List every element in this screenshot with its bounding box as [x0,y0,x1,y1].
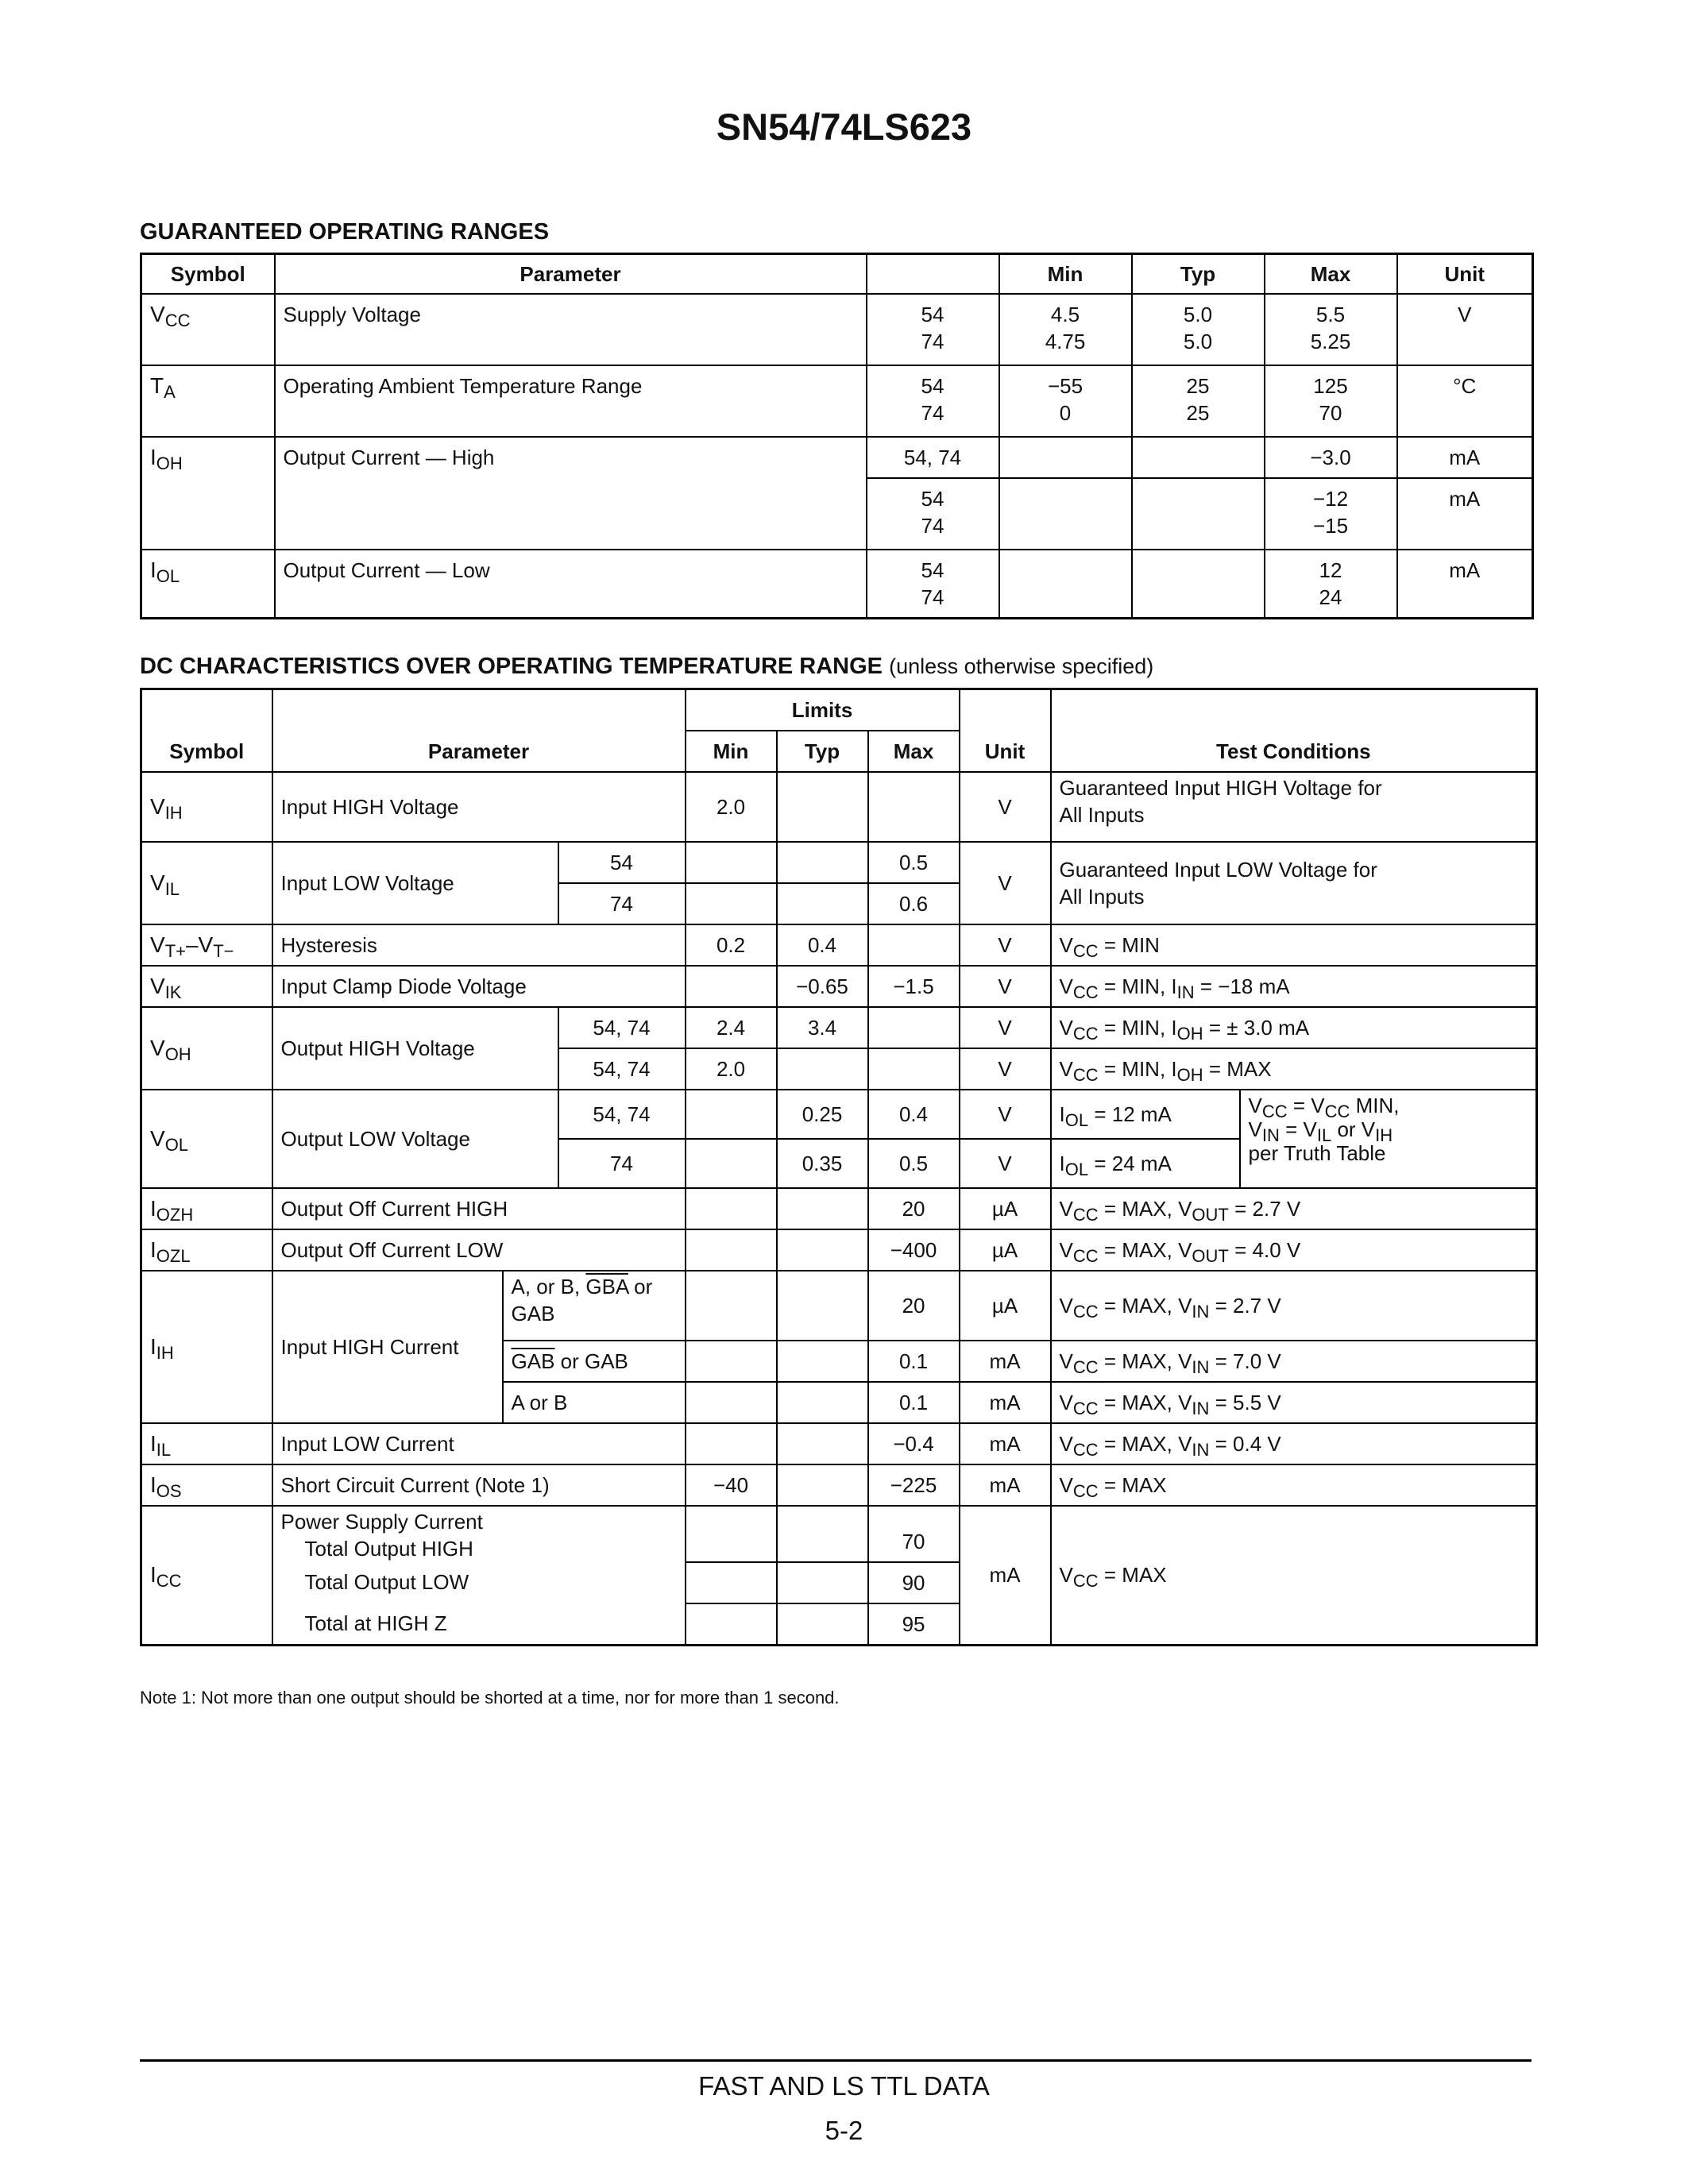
unit-cell: mA [1397,437,1533,478]
typ-cell [777,1048,868,1090]
min-cell [686,842,777,883]
min-cell: 2.4 [686,1007,777,1048]
typ-cell [777,842,868,883]
unit-cell: mA [1397,478,1533,550]
max-cell [868,772,960,842]
symbol-cell: $I_{OL}$ [141,550,275,619]
ranges-heading: GUARANTEED OPERATING RANGES [140,219,550,245]
max-cell: 20 [868,1271,960,1341]
parameter-cell: Input HIGH Voltage [272,772,686,842]
table-row [141,1464,1537,1506]
table-row [141,1188,1537,1229]
table-row [141,1007,1537,1048]
min-cell [686,883,777,924]
unit-cell: V [960,924,1051,966]
unit-cell: V [960,966,1051,1007]
conditions-cell: $V_{CC}$ = MAX [1051,1506,1537,1646]
typ-cell [777,1423,868,1464]
device-cell: 54, 74 [558,1007,686,1048]
conditions-cell: $I_{OL} = 12$ mA [1051,1090,1240,1139]
min-cell [686,1271,777,1341]
symbol-cell: $V_{IK}$ [141,966,272,1007]
max-cell: 5.5 5.25 [1265,294,1397,365]
conditions-cell: $V_{CC}$ = MAX [1051,1464,1537,1506]
conditions-cell: $V_{CC}$ = MIN, $I_{OH}$ = ± 3.0 mA [1051,1007,1537,1048]
symbol-cell: $V_{T+}-V_{T-}$ [141,924,272,966]
col-unit: Unit [960,689,1051,772]
table-row [141,842,1537,883]
col-min: Min [999,254,1132,294]
conditions-cell: $V_{CC}$ = MAX, $V_{IN} = 0.4$ V [1051,1423,1537,1464]
parameter-cell: Input LOW Voltage [272,842,558,924]
unit-cell: V [960,1090,1051,1139]
unit-cell: mA [960,1341,1051,1382]
symbol-cell: $T_A$ [141,365,275,437]
typ-cell: −0.65 [777,966,868,1007]
typ-cell [777,1562,868,1603]
min-cell [686,1382,777,1423]
parameter-subcell: Total at HIGH Z [272,1603,686,1646]
conditions-cell: $V_{CC}$ = MAX, $V_{IN} = 7.0$ V [1051,1341,1537,1382]
table-row [141,1229,1537,1271]
unit-cell: V [960,842,1051,924]
unit-cell: mA [1397,550,1533,619]
table-row [141,966,1537,1007]
unit-cell: mA [960,1506,1051,1646]
max-cell: −1.5 [868,966,960,1007]
table-row [141,1506,1537,1562]
table-header-row [141,254,1533,294]
max-cell: −0.4 [868,1423,960,1464]
parameter-cell: Short Circuit Current (Note 1) [272,1464,686,1506]
conditions-cell: $V_{CC}$ = MAX, $V_{OUT} = 2.7$ V [1051,1188,1537,1229]
conditions-cell: $V_{CC}$ = MIN [1051,924,1537,966]
typ-cell [777,1229,868,1271]
table-header-row [141,689,1537,731]
col-parameter: Parameter [272,689,686,772]
typ-cell [1132,437,1265,478]
device-cell: 54 74 [867,478,999,550]
min-cell: 2.0 [686,772,777,842]
table-row [141,772,1537,842]
parameter-cell: Output HIGH Voltage [272,1007,558,1090]
table-row [141,924,1537,966]
typ-cell [1132,550,1265,619]
unit-cell: mA [960,1382,1051,1423]
input-cell: A or B [503,1382,686,1423]
col-test-conditions: Test Conditions [1051,689,1537,772]
typ-cell [777,1271,868,1341]
col-typ: Typ [777,731,868,772]
col-min: Min [686,731,777,772]
unit-cell: µA [960,1229,1051,1271]
footer-divider [140,2059,1532,2062]
parameter-cell: Output Current — Low [275,550,867,619]
conditions-shared-cell: $V_{CC} = V_{CC}$ MIN, $V_{IN} = V_{IL}$ or $V_{IH}$ per Truth Table [1240,1090,1537,1188]
conditions-cell: Guaranteed Input HIGH Voltage for All Inputs [1051,772,1537,842]
device-cell: 74 [558,1139,686,1188]
min-cell [999,437,1132,478]
parameter-cell: Input LOW Current [272,1423,686,1464]
symbol-cell: $I_{OZL}$ [141,1229,272,1271]
unit-cell: V [960,1007,1051,1048]
device-cell: 54 74 [867,550,999,619]
max-cell [868,924,960,966]
col-parameter: Parameter [275,254,867,294]
table-row [141,1423,1537,1464]
symbol-cell: $I_{OZH}$ [141,1188,272,1229]
max-cell: −225 [868,1464,960,1506]
typ-cell: 0.4 [777,924,868,966]
min-cell [686,1090,777,1139]
symbol-cell: $V_{OH}$ [141,1007,272,1090]
footnote: Note 1: Not more than one output should be shorted at a time, nor for more than 1 second. [140,1688,840,1707]
col-max: Max [1265,254,1397,294]
typ-cell [777,1603,868,1646]
parameter-cell: Output Off Current LOW [272,1229,686,1271]
typ-cell: 0.35 [777,1139,868,1188]
parameter-cell: Output LOW Voltage [272,1090,558,1188]
typ-cell: 25 25 [1132,365,1265,437]
max-cell: −3.0 [1265,437,1397,478]
min-cell [686,1423,777,1464]
device-cell: 54 74 [867,365,999,437]
min-cell [686,1188,777,1229]
table-row [141,437,1533,478]
typ-cell [1132,478,1265,550]
max-cell: 20 [868,1188,960,1229]
symbol-cell: $V_{OL}$ [141,1090,272,1188]
max-cell: 12 24 [1265,550,1397,619]
max-cell: 0.6 [868,883,960,924]
typ-cell: 0.25 [777,1090,868,1139]
unit-cell: V [1397,294,1533,365]
max-cell [868,1048,960,1090]
max-cell: 125 70 [1265,365,1397,437]
max-cell: −400 [868,1229,960,1271]
unit-cell: mA [960,1464,1051,1506]
device-cell: 74 [558,883,686,924]
typ-cell: 5.0 5.0 [1132,294,1265,365]
table-row [141,550,1533,619]
col-symbol: Symbol [141,689,272,772]
typ-cell [777,1506,868,1562]
min-cell: −40 [686,1464,777,1506]
max-cell: 90 [868,1562,960,1603]
conditions-cell: $V_{CC}$ = MAX, $V_{IN} = 5.5$ V [1051,1382,1537,1423]
min-cell [686,1506,777,1562]
max-cell: 0.5 [868,842,960,883]
min-cell [686,1562,777,1603]
device-cell: 54, 74 [558,1048,686,1090]
col-unit: Unit [1397,254,1533,294]
symbol-cell: $V_{CC}$ [141,294,275,365]
col-symbol: Symbol [141,254,275,294]
unit-cell: mA [960,1423,1051,1464]
conditions-cell: $I_{OL} = 24$ mA [1051,1139,1240,1188]
parameter-cell: Power Supply Current Total Output HIGH [272,1506,686,1562]
max-cell: 0.1 [868,1341,960,1382]
min-cell [686,966,777,1007]
col-device [867,254,999,294]
symbol-cell: $I_{CC}$ [141,1506,272,1646]
conditions-cell: $V_{CC}$ = MAX, $V_{OUT} = 4.0$ V [1051,1229,1537,1271]
max-cell: 95 [868,1603,960,1646]
unit-cell: °C [1397,365,1533,437]
typ-cell [777,1341,868,1382]
max-cell: −12 −15 [1265,478,1397,550]
symbol-cell: $V_{IL}$ [141,842,272,924]
typ-cell [777,883,868,924]
page-title: SN54/74LS623 [716,106,972,148]
min-cell [686,1341,777,1382]
min-cell: −55 0 [999,365,1132,437]
min-cell [999,478,1132,550]
parameter-cell: Supply Voltage [275,294,867,365]
dc-heading: DC CHARACTERISTICS OVER OPERATING TEMPERATURE RANGE (unless otherwise specified) [140,654,1154,679]
parameter-cell: Input HIGH Current [272,1271,503,1423]
dc-characteristics-table [140,688,1538,1646]
min-cell: 4.5 4.75 [999,294,1132,365]
unit-cell: V [960,1139,1051,1188]
col-typ: Typ [1132,254,1265,294]
parameter-subcell: Total Output LOW [272,1562,686,1603]
max-cell [868,1007,960,1048]
typ-cell [777,772,868,842]
dc-heading-note: (unless otherwise specified) [889,654,1154,678]
symbol-cell: $I_{OS}$ [141,1464,272,1506]
typ-cell [777,1464,868,1506]
table-row [141,1271,1537,1341]
col-max: Max [868,731,960,772]
max-cell: 0.1 [868,1382,960,1423]
device-cell: 54 74 [867,294,999,365]
min-cell: 2.0 [686,1048,777,1090]
page-number: 5-2 [825,2116,863,2145]
unit-cell: µA [960,1188,1051,1229]
parameter-cell: Output Current — High [275,437,867,550]
symbol-cell: $I_{IL}$ [141,1423,272,1464]
symbol-cell: $V_{IH}$ [141,772,272,842]
input-cell: A, or B, $\overline{GBA}$ or GAB [503,1271,686,1341]
min-cell [686,1603,777,1646]
min-cell [686,1139,777,1188]
parameter-cell: Hysteresis [272,924,686,966]
symbol-cell: $I_{OH}$ [141,437,275,550]
input-cell: $\overline{GAB}$ or GAB [503,1341,686,1382]
footer-title: FAST AND LS TTL DATA [698,2071,990,2101]
min-cell [686,1229,777,1271]
conditions-cell: Guaranteed Input LOW Voltage for All Inputs [1051,842,1537,924]
typ-cell: 3.4 [777,1007,868,1048]
unit-cell: V [960,1048,1051,1090]
unit-cell: µA [960,1271,1051,1341]
col-limits: Limits [686,689,960,731]
operating-ranges-table [140,253,1534,619]
parameter-cell: Input Clamp Diode Voltage [272,966,686,1007]
conditions-cell: $V_{CC}$ = MIN, $I_{OH}$ = MAX [1051,1048,1537,1090]
device-cell: 54 [558,842,686,883]
device-cell: 54, 74 [558,1090,686,1139]
symbol-cell: $I_{IH}$ [141,1271,272,1423]
typ-cell [777,1382,868,1423]
conditions-cell: $V_{CC}$ = MIN, $I_{IN} = -18$ mA [1051,966,1537,1007]
table-row [141,294,1533,365]
max-cell: 70 [868,1506,960,1562]
max-cell: 0.4 [868,1090,960,1139]
device-cell: 54, 74 [867,437,999,478]
parameter-cell: Output Off Current HIGH [272,1188,686,1229]
min-cell [999,550,1132,619]
unit-cell: V [960,772,1051,842]
table-row [141,365,1533,437]
typ-cell [777,1188,868,1229]
table-row [141,1090,1537,1139]
min-cell: 0.2 [686,924,777,966]
conditions-cell: $V_{CC}$ = MAX, $V_{IN} = 2.7$ V [1051,1271,1537,1341]
parameter-cell: Operating Ambient Temperature Range [275,365,867,437]
max-cell: 0.5 [868,1139,960,1188]
